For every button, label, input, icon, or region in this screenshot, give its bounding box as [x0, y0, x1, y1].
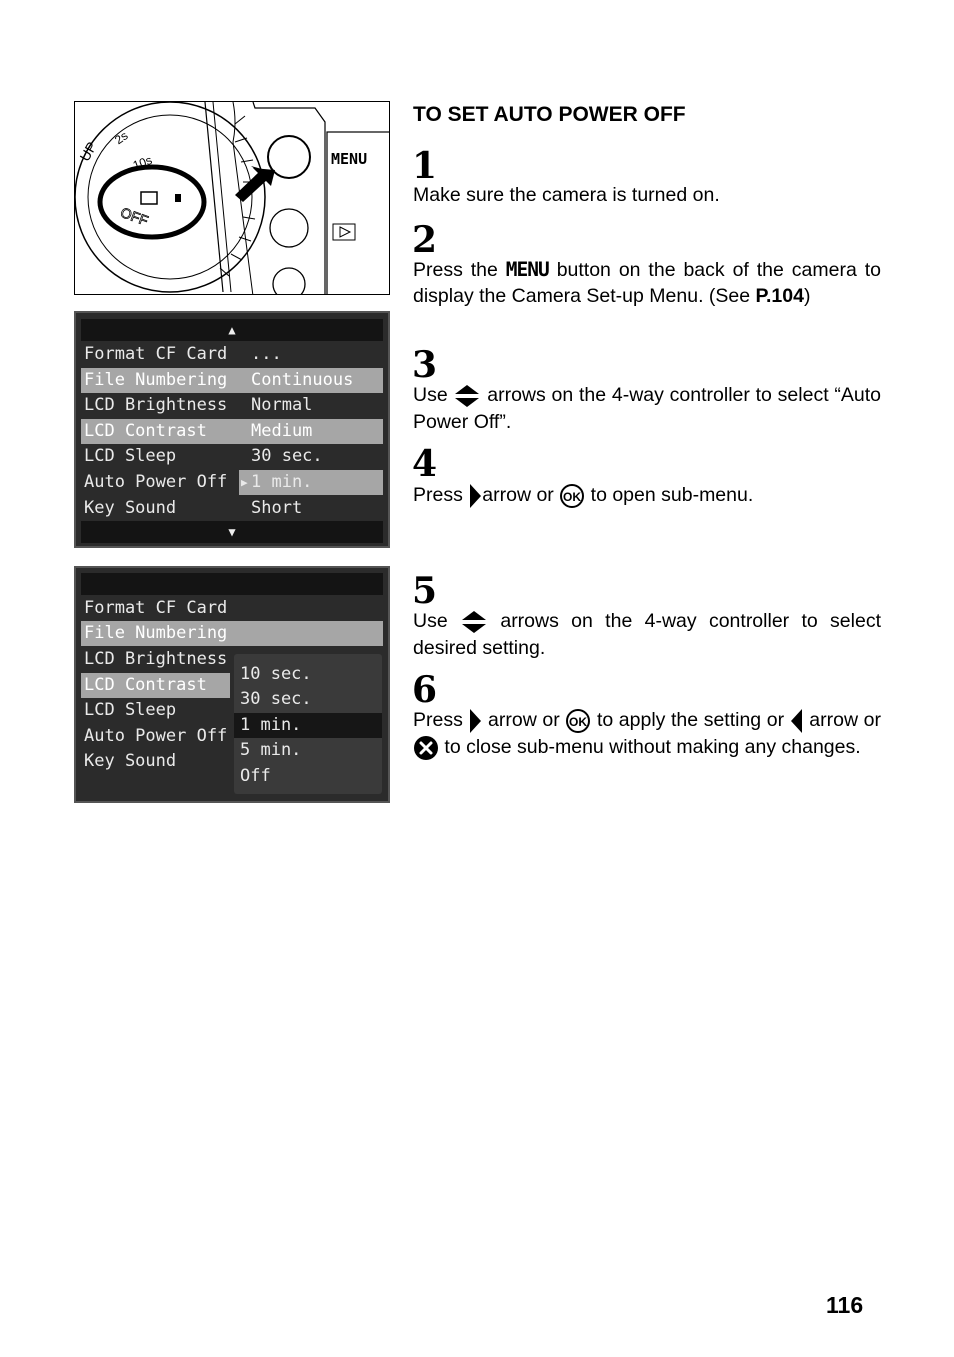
- step-number-6: 6: [412, 669, 438, 711]
- menu-row-lcd-contrast: [81, 419, 383, 444]
- scroll-down-icon: ▼: [81, 521, 383, 543]
- menu-row-label: File Numbering: [84, 370, 228, 390]
- step-6-text: Press arrow or OK to apply the setting or arrow or to close sub-menu without making any changes.: [413, 707, 881, 761]
- scroll-up-icon: ▲: [81, 319, 383, 341]
- step-number-2: 2: [412, 219, 438, 261]
- menu-row-label: Format CF Card: [84, 344, 228, 364]
- menu-row-label: Auto Power Off: [84, 726, 228, 746]
- dial-label-10s: 10s: [130, 152, 154, 173]
- step-number-4: 4: [412, 443, 438, 485]
- svg-text:OK: OK: [563, 489, 582, 504]
- step-3-text: Use arrows on the 4-way controller to select “Auto Power Off”.: [413, 384, 881, 433]
- menu-row-value: Normal: [251, 395, 313, 415]
- right-arrow-icon: [468, 708, 482, 734]
- menu-row-lcd-contrast: [81, 673, 230, 698]
- menu-label: MENU: [331, 150, 368, 168]
- dial-label-up: UP: [76, 139, 100, 164]
- cancel-button-icon: [413, 735, 439, 761]
- page-number: 116: [826, 1292, 864, 1318]
- menu-row-label: LCD Sleep: [84, 700, 177, 720]
- step-4-text: Press arrow or OK to open sub-menu.: [413, 482, 881, 509]
- right-arrow-icon: [468, 483, 482, 509]
- svg-text:OK: OK: [569, 714, 588, 729]
- ok-button-icon: [565, 708, 591, 734]
- up-down-arrows-icon: [460, 609, 488, 635]
- step-2-text: Press the MENU button on the back of the camera to display the Camera Set-up Menu. (See P.104): [413, 258, 881, 307]
- single-shot-icon: [141, 192, 157, 204]
- submenu-option: 5 min.: [240, 740, 302, 760]
- menu-row-label: LCD Sleep: [84, 446, 177, 466]
- menu-row-value: 1 min.: [251, 472, 313, 492]
- auto-power-off-submenu-screen: [74, 566, 390, 803]
- section-heading: TO SET AUTO POWER OFF: [413, 103, 686, 126]
- dial-label-off: OFF: [118, 204, 151, 229]
- camera-illustration: [74, 101, 390, 295]
- menu-row-label: Key Sound: [84, 498, 177, 518]
- menu-row-file-numbering: [81, 621, 383, 646]
- menu-row-format: [81, 342, 383, 367]
- menu-row-value: Medium: [251, 421, 313, 441]
- menu-row-label: LCD Brightness: [84, 395, 228, 415]
- menu-row-label: LCD Brightness: [84, 649, 228, 669]
- step-1-text: Make sure the camera is turned on.: [413, 184, 720, 206]
- menu-row-label: Format CF Card: [84, 598, 228, 618]
- step-number-3: 3: [412, 344, 438, 386]
- submenu-option-selected: 1 min.: [234, 713, 382, 738]
- step-5-text: Use arrows on the 4-way controller to select desired setting.: [413, 610, 882, 659]
- camera-setup-menu: [74, 311, 390, 548]
- step-number-1: 1: [412, 145, 438, 187]
- up-down-arrows-icon: [453, 383, 481, 409]
- menu-row-label: Key Sound: [84, 751, 177, 771]
- menu-row-label: Auto Power Off: [84, 472, 228, 492]
- menu-row-value: Continuous: [251, 370, 354, 390]
- menu-row-value: Short: [251, 498, 303, 518]
- menu-row-key-sound: [81, 496, 383, 521]
- menu-row-format: [81, 596, 383, 621]
- submenu-option: 30 sec.: [240, 689, 312, 709]
- menu-button-icon: MENU: [505, 258, 549, 281]
- menu-row-value: 30 sec.: [251, 446, 323, 466]
- menu-row-label: LCD Contrast: [84, 421, 207, 441]
- camera-drawing: [75, 102, 390, 295]
- menu-row-auto-power-off: [81, 470, 383, 495]
- menu-row-lcd-brightness: [81, 393, 383, 418]
- menu-row-lcd-sleep: [81, 444, 383, 469]
- menu-row-label: File Numbering: [84, 623, 228, 643]
- submenu-option: 10 sec.: [240, 664, 312, 684]
- ok-button-icon: [559, 483, 585, 509]
- submenu-option: Off: [240, 766, 271, 786]
- cursor-arrow-icon: ▶: [241, 476, 248, 489]
- menu-row-value: ...: [251, 344, 282, 364]
- page-reference: P.104: [755, 285, 804, 307]
- step-number-5: 5: [412, 570, 438, 612]
- dial-label-2s: 2s: [112, 128, 131, 148]
- submenu-popup: [234, 654, 382, 794]
- left-arrow-icon: [790, 708, 804, 734]
- menu-row-file-numbering: [81, 368, 383, 393]
- menu-row-label: LCD Contrast: [84, 675, 207, 695]
